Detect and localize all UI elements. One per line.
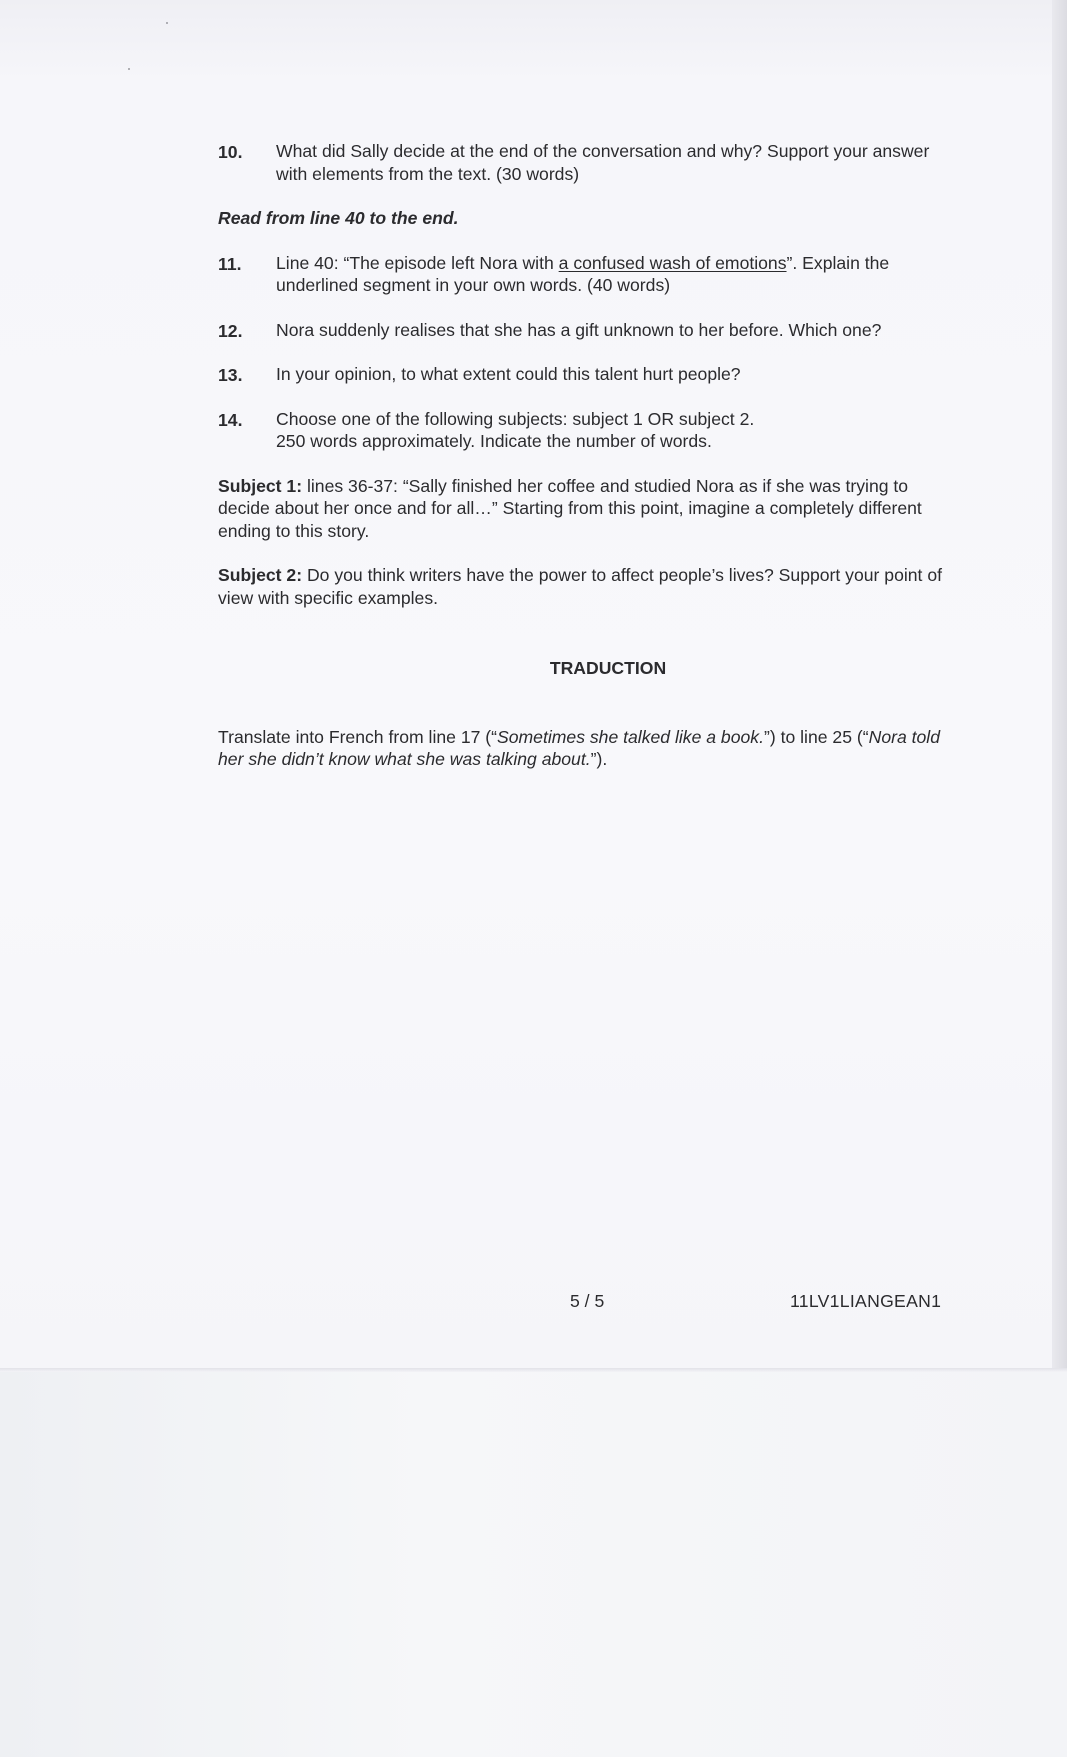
question-text: What did Sally decide at the end of the conversation and why? Support your answer with elements from the text. (30 words) <box>276 141 930 184</box>
scanner-background <box>0 1372 1067 1757</box>
question-number: 11. <box>218 253 242 274</box>
question-number: 14. <box>218 409 243 430</box>
subject-label: Subject 1: <box>218 475 303 496</box>
question-text-post: ”. Explain the underlined segment in your own words. (40 words) <box>276 252 890 295</box>
exam-code: 11LV1LIANGEAN1 <box>790 1291 942 1311</box>
traduction-text: Translate into French from line 17 (“ <box>218 726 497 747</box>
page-edge-shadow <box>1052 0 1067 1370</box>
page-content <box>218 140 958 793</box>
question-text: Nora suddenly realises that she has a gift unknown to her before. Which one? <box>276 319 882 340</box>
section-instruction: Read from line 40 to the end. <box>218 208 459 228</box>
question-14 <box>218 408 958 453</box>
question-number: 10. <box>218 142 243 162</box>
subject-2 <box>218 564 958 609</box>
subject-text: lines 36-37: “Sally finished her coffee and studied Nora as if she was trying to decide about her once and for all…” Starting from this point, imagine a completely different ending to this story. <box>218 475 922 541</box>
traduction-text: ”) to line 25 (“ <box>763 726 869 747</box>
question-text-line1: Choose one of the following subjects: subject 1 OR subject 2. <box>276 408 755 429</box>
question-number: 13. <box>218 365 243 385</box>
scan-speck <box>166 22 168 24</box>
subject-text: Do you think writers have the power to affect people’s lives? Support your point of view with specific examples. <box>218 565 943 608</box>
subject-label: Subject 2: <box>218 565 303 585</box>
question-12 <box>218 319 958 342</box>
traduction-text: ”). <box>590 749 608 769</box>
question-text-pre: Line 40: “The episode left Nora with <box>276 252 559 273</box>
question-text: In your opinion, to what extent could this talent hurt people? <box>276 364 741 384</box>
traduction-quote-end: Nora told her she didn’t know what she was talking about. <box>218 726 940 769</box>
question-13 <box>218 363 958 386</box>
question-10 <box>218 140 958 185</box>
underlined-segment: a confused wash of emotions <box>558 252 787 273</box>
traduction-title: TRADUCTION <box>549 658 667 678</box>
traduction-instruction <box>218 726 958 771</box>
scan-speck <box>128 68 130 70</box>
question-number: 12. <box>218 320 243 341</box>
page-number: 5 / 5 <box>570 1291 605 1311</box>
question-11 <box>218 252 958 297</box>
question-text-line2: 250 words approximately. Indicate the number of words. <box>276 431 712 451</box>
subject-1 <box>218 475 958 543</box>
traduction-quote-start: Sometimes she talked like a book. <box>497 726 764 747</box>
